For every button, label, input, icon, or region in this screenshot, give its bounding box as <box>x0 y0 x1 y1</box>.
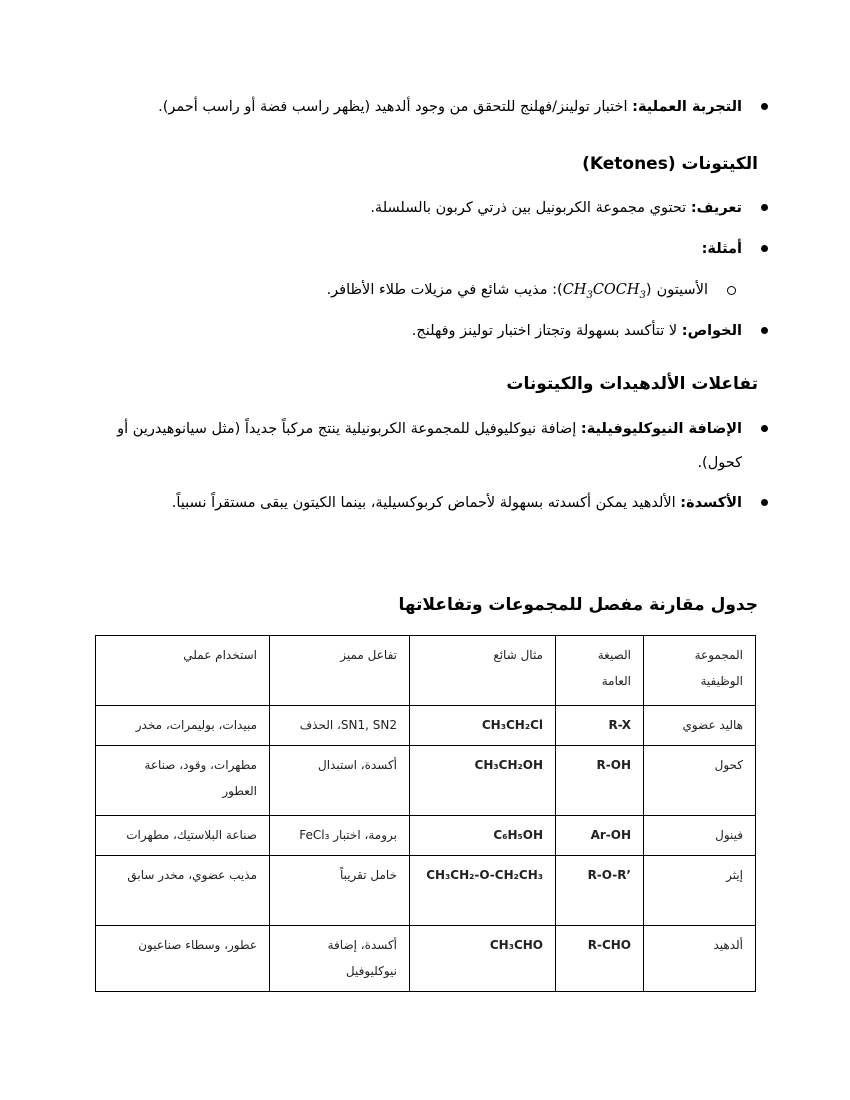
reactions-heading: تفاعلات الألدهيدات والكيتونات <box>506 374 758 394</box>
bullet-label: تعريف: <box>690 200 742 216</box>
header-cell: المجموعة الوظيفية <box>644 636 756 706</box>
example-cell: CH₃CH₂OH <box>410 746 556 816</box>
reaction-cell: برومة، اختبار FeCl₃ <box>270 816 410 856</box>
table-row <box>96 746 756 816</box>
bullet-icon <box>761 204 768 211</box>
bullet-label: أمثلة: <box>701 241 742 257</box>
table-row <box>96 856 756 926</box>
header-cell: الصيغة العامة <box>556 636 644 706</box>
example-cell: C₆H₅OH <box>410 816 556 856</box>
table-row <box>96 816 756 856</box>
sub-bullet-icon <box>727 286 736 295</box>
oxidation-bullet <box>90 490 742 516</box>
formula-cell: R-OH <box>556 746 644 816</box>
group-cell: هاليد عضوي <box>644 706 756 746</box>
examples-bullet <box>90 236 742 262</box>
bullet-text: إضافة نيوكليوفيل للمجموعة الكربونيلية ينتج مركباً جديداً (مثل سيانوهيدرين أو <box>117 421 581 437</box>
bullet-label: الخواص: <box>681 323 742 339</box>
bullet-text: لا تتأكسد بسهولة وتجتاز اختبار تولينز وفهلنج. <box>411 323 682 339</box>
comparison-table <box>95 635 756 992</box>
example-name: الأسيتون <box>656 282 708 298</box>
table-title: جدول مقارنة مفصل للمجموعات وتفاعلاتها <box>398 595 758 615</box>
table-row <box>96 926 756 992</box>
reaction-cell: أكسدة، إضافة نيوكليوفيل <box>270 926 410 992</box>
nucleophilic-continuation: كحول). <box>697 455 742 471</box>
table-header-row <box>96 636 756 706</box>
bullet-text: تحتوي مجموعة الكربونيل بين ذرتي كربون بالسلسلة. <box>370 200 691 216</box>
formula-cell: R-X <box>556 706 644 746</box>
reaction-cell: خامل تقريباً <box>270 856 410 926</box>
example-cell: CH₃CH₂-O-CH₂CH₃ <box>410 856 556 926</box>
bullet-text: الألدهيد يمكن أكسدته بسهولة لأحماض كربوكسيلية، بينما الكيتون يبقى مستقراً نسبياً. <box>171 495 681 511</box>
formula-cell: Ar-OH <box>556 816 644 856</box>
bullet-icon <box>761 245 768 252</box>
bullet-icon <box>761 425 768 432</box>
use-cell: مطهرات، وقود، صناعة العطور <box>96 746 270 816</box>
acetone-formula: $CH_3COCH_3$ <box>562 282 646 301</box>
use-cell: صناعة البلاستيك، مطهرات <box>96 816 270 856</box>
practical-experiment-bullet <box>90 94 742 120</box>
bullet-label: التجربة العملية: <box>632 99 742 115</box>
use-cell: مبيدات، بوليمرات، مخدر <box>96 706 270 746</box>
header-cell: مثال شائع <box>410 636 556 706</box>
bullet-icon <box>761 499 768 506</box>
bullet-icon <box>761 103 768 110</box>
example-text: : مذيب شائع في مزيلات طلاء الأظافر. <box>326 282 558 298</box>
example-cell: CH₃CHO <box>410 926 556 992</box>
group-cell: كحول <box>644 746 756 816</box>
example-cell: CH₃CH₂Cl <box>410 706 556 746</box>
acetone-sub-bullet: الأسيتون $(CH_3COCH_3)$: مذيب شائع في مزيلات طلاء الأظافر. <box>90 277 708 309</box>
table-row <box>96 706 756 746</box>
use-cell: عطور، وسطاء صناعيون <box>96 926 270 992</box>
definition-bullet <box>90 195 742 221</box>
group-cell: ألدهيد <box>644 926 756 992</box>
bullet-text: اختبار تولينز/فهلنج للتحقق من وجود ألدهيد (يظهر راسب فضة أو راسب أحمر). <box>158 99 633 115</box>
nucleophilic-bullet <box>90 416 742 442</box>
group-cell: إيثر <box>644 856 756 926</box>
header-cell: استخدام عملي <box>96 636 270 706</box>
formula-cell: R-CHO <box>556 926 644 992</box>
use-cell: مذيب عضوي، مخدر سابق <box>96 856 270 926</box>
reaction-cell: أكسدة، استبدال <box>270 746 410 816</box>
bullet-label: الأكسدة: <box>680 495 742 511</box>
bullet-icon <box>761 327 768 334</box>
bullet-label: الإضافة النيوكليوفيلية: <box>580 421 742 437</box>
header-cell: تفاعل مميز <box>270 636 410 706</box>
reaction-cell: SN1, SN2، الحذف <box>270 706 410 746</box>
ketones-heading: الكيتونات (Ketones) <box>582 154 758 174</box>
properties-bullet <box>90 318 742 344</box>
formula-cell: R-O-R’ <box>556 856 644 926</box>
group-cell: فينول <box>644 816 756 856</box>
